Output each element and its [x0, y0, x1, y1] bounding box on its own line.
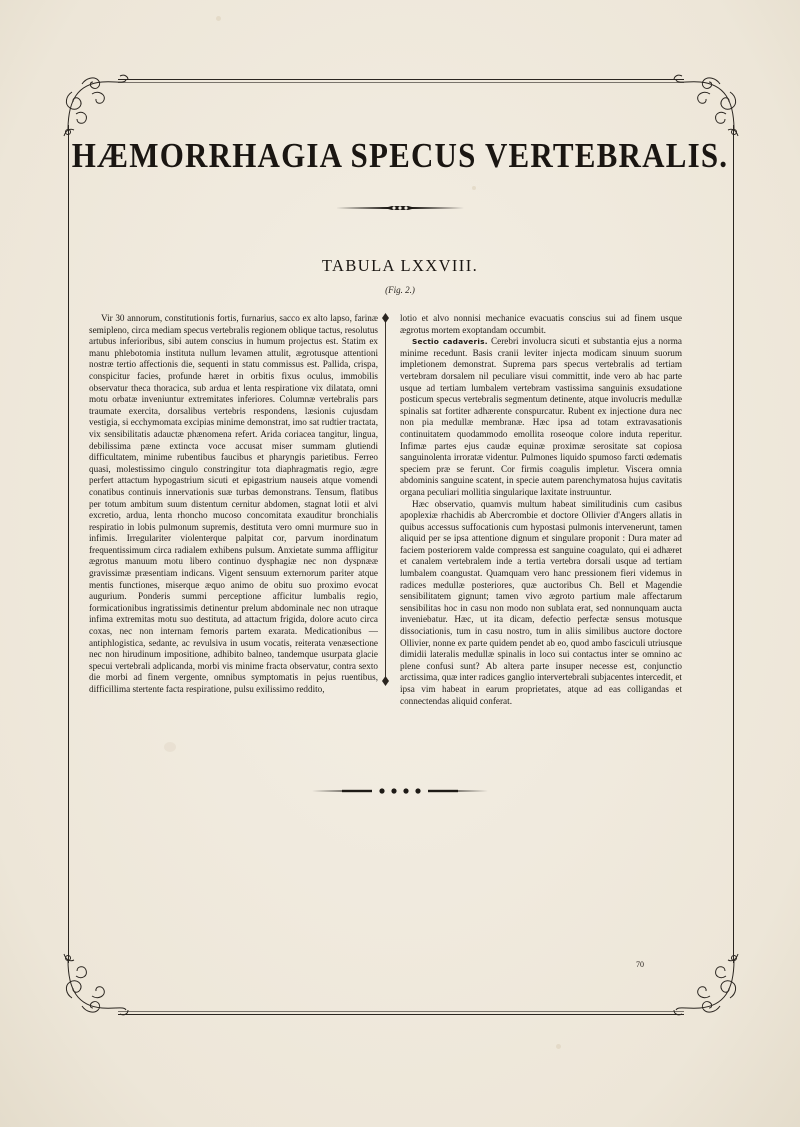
paper-stain	[556, 1044, 561, 1049]
right-paragraph-1: lotio et alvo nonnisi mechanice evacuatis conscius sui ad finem usque ægrotus mortem exoptandam occumbit.	[400, 313, 682, 335]
right-paragraph-2	[400, 336, 682, 498]
paper-stain	[216, 16, 221, 21]
page-number: 70	[636, 960, 644, 969]
frame-bottom-line-inner	[118, 1011, 684, 1012]
page-title: HÆMORRHAGIA SPECUS VERTEBRALIS.	[71, 135, 729, 176]
frame-top-line	[118, 79, 684, 80]
bottom-divider-icon	[312, 786, 488, 796]
corner-ornament-icon	[58, 70, 130, 140]
corner-ornament-icon	[672, 950, 744, 1020]
frame-right-line	[733, 125, 734, 963]
column-separator-ornament-icon	[381, 676, 390, 686]
frame-left-line	[68, 125, 69, 963]
column-separator-ornament-icon	[381, 313, 390, 323]
sectio-cadaveris-label: Sectio cadaveris.	[412, 337, 488, 347]
frame-top-line-inner	[118, 82, 684, 83]
corner-ornament-icon	[672, 70, 744, 140]
left-paragraph: Vir 30 annorum, constitutionis fortis, furnarius, sacco ex alto lapso, farinæ semipleno, circa mediam specus vertebralis regionem oblique tactus, resolutus artubus inferioribus, sibi autem conscius in humum projectus est. Statim ex manu phlebotomia instituta nullum levamen attulit, ægrotusque attentioni nostræ tertio affectionis die, sequenti in statu commissus est. Pallida, crispa, conspicitur facies, profunde hæret in orbitis fixus oculus, immobilis observatur theca thoracica, sub ardua et lenta respiratione vix dilatata, omni motu orbatæ inveniuntur extremitates inferiores. Columnæ vertebralis pars traumate exercita, dorsalibus vertebris respondens, læsionis cujusdam vestigia, si ecchymomata excipias minime demonstrat, imo sat rudtier tractata, vix sensibilitatis adauctæ phænomena refert. Arida coriacea tangitur, lingua, debilissima pæne extincta voce accusat miser summam glutiendi difficultatem, minime rubentibus faucibus et pharyngis parietibus. Ferreo quasi, molestissimo cingulo constringitur tota diaphragmatis regio, ægre perfert attactum hypogastrium sicuti et epigastrium nauseis atque vomendi conatibus continuis innervationis suæ turbas demonstrans. Tensum, flatibus per totum ambitum suum distentum cernitur abdomen, stagnat lotii et alvi excretio, ardua, lenta rhoncho mucoso concomitata exauditur bronchialis respiratio in lobis pulmonum supremis, destituta vero omni murmure suo in infimis. Irregulariter violenterque palpitat cor, parvum inordinatum frequentissimum circa radialem exhibens pulsum. Anxietate summa affligitur ægrotus manuum motu libero continuo dysphagiæ nec non dyspnææ gravissimæ præsentiam indicans. Vigent sensuum externorum pariter atque mentis functiones, miserque æquo animo de obitu suo proximo evocat augurium. Ponderis summi perceptione afficitur lumbalis regio, formicationibus ingratissimis detinentur prelum abdominale nec non utraque infima extremitas motu suo destituta, ad attactum frigida, dolore acuto circa coxas, nec non internam femoris partem exarata. Medicationibus — antiphlogistica, sedante, ac revulsiva in usum vocatis, reiterata venæsectione nec non hirudinum impositione, adhibito balneo, tandemque usurpata glacie specui vertebrali adplicanda, morbi vis minime fracta observatur, contra sexto die morbi ad finem vergente, omnibus symptomatis in pejus ruentibus, difficillima stertente facta respiratione, pulsu exilissimo reddito,	[89, 313, 378, 694]
right-text-column	[400, 313, 682, 707]
frame-bottom-line	[118, 1014, 684, 1015]
right-paragraph-3: Hæc observatio, quamvis multum habeat similitudinis cum casibus apoplexiæ rhachidis ab Abercrombie et doctore Ollivier d'Angers allatis in quibus accessus suffocationis cum hypostasi pulmonis intervenerunt, tamen aliquid per se ipsa attentione dignum et singulare proponit : Dura mater ad faciem posteriorem valde compressa est sanguine coagulato, qui ei adhæret et canalem vertebralem inde a tertia vertebra dorsali usque ad tertiam lumbalem coangustat. Quamquam vero hanc pressionem fieri videmus in radices medullæ posteriores, quæ auctoribus Ch. Bell et Magendie sensibilitatem gignunt; tamen vivo ægroto partium male affectarum sensibilitas hoc in casu non modo non sublata erat, sed nonnunquam aucta inveniebatur. Hæc, ut ita dicam, defectio perfectæ sensus motusque dissociationis, tum in casu nostro, tum in aliis similibus auctore doctore Ollivier, nonne ex parte quidem pendet ab eo, quod ambo fasciculi utriusque dimidii lateralis medullæ spinalis in loco sui contactus inter se omnino ac plene confusi sunt? Ab altera parte insuper necesse est, conjunctio arctissima, quæ inter radices ganglio intervertebrali subjacentes intercedit, et ipsa vim habeat in earum proprietates, atque ad eas colligandas et connectendas aliquid conferat.	[400, 498, 682, 706]
paper-stain	[472, 186, 476, 190]
title-divider-icon	[336, 203, 464, 213]
left-text-column	[89, 313, 378, 696]
column-separator	[385, 320, 386, 680]
figure-reference: (Fig. 2.)	[385, 285, 415, 295]
corner-ornament-icon	[58, 950, 130, 1020]
paper-stain	[164, 742, 176, 752]
plate-heading: TABULA LXXVIII.	[321, 256, 479, 275]
right-paragraph-2-text: Cerebri involucra sicuti et substantia ejus a norma minime recedunt. Basis cranii leviter injecta modicam sinuum suorum impletionem demonstrat. Suprema pars specus vertebralis ad tertiam vertebram dorsalem nil peculiare visui committit, inde vero ab hac parte usque ad tertiam lumbalem vertebram vastissima sanguinis exsudatione posticum specus vertebralis segmentum detinente, atque involucris medullæ spinalis sat fortiter adhærente conspurcatur. Rubent ex injectione dura nec non pia medullæ membranæ. Hæc ipsa ad totam extravasationis continuitatem quodammodo emollita roseoque colore induta reperitur. Infimæ partes ejus caudæ equinæ proximæ serositate sat copiosa sanguinolenta irroratæ videntur. Pulmones liquido spumoso farcti œdematis speciem præ se ferunt. Cor firmis coagulis impletur. Viscera omnia abdominis sanguine scatent, in specie autem parenchymatosa hujus cavitatis organa peculiari mollitia singularique laxitate instruuntur.	[400, 336, 683, 497]
